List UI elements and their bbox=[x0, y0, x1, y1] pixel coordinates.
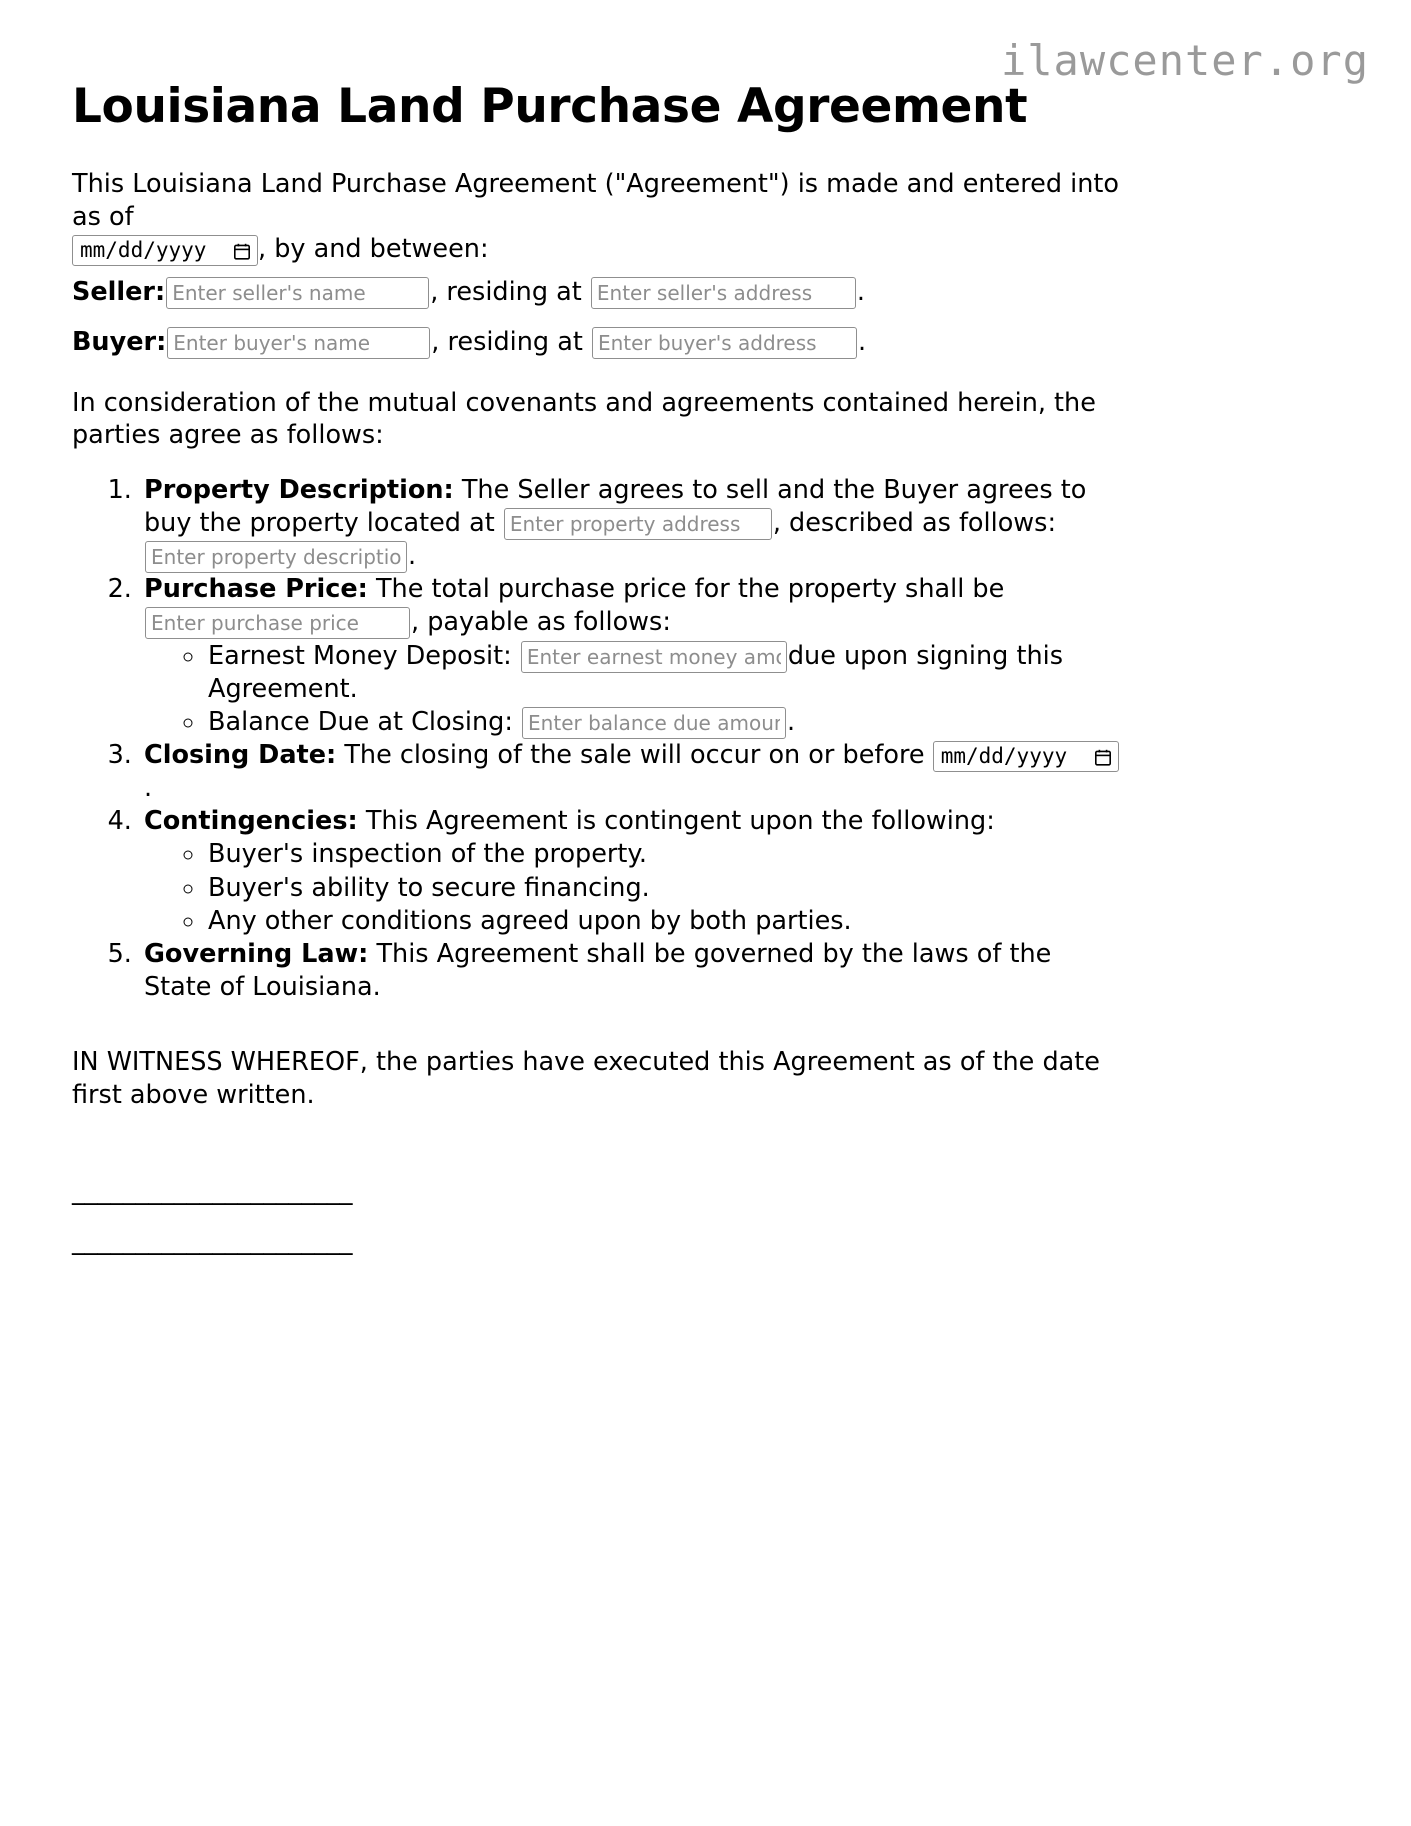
intro-text-after-date: , by and between: bbox=[258, 234, 489, 265]
closing-date-input[interactable] bbox=[933, 741, 1119, 772]
clause-purchase-price-text-2: , payable as follows: bbox=[411, 607, 671, 638]
clause-governing-law-heading: Governing Law: bbox=[144, 938, 369, 969]
balance-due-text-after: . bbox=[787, 706, 796, 737]
balance-due-input[interactable] bbox=[522, 707, 786, 739]
witness-paragraph: IN WITNESS WHEREOF, the parties have executed this Agreement as of the date first above written. bbox=[72, 1047, 1100, 1110]
closing-date-placeholder: mm/dd/yyyy bbox=[940, 744, 1068, 769]
list-item: ◦ Any other conditions agreed upon by both parties. bbox=[206, 905, 1122, 938]
list-item: ◦ Buyer's ability to secure financing. bbox=[206, 872, 1122, 905]
buyer-label: Buyer: bbox=[72, 326, 167, 357]
signature-block bbox=[72, 1167, 1122, 1266]
contingency-list bbox=[144, 838, 1122, 937]
clause-closing-date-text-1: The closing of the sale will occur on or before bbox=[344, 740, 925, 771]
clause-property-description-body bbox=[144, 474, 1122, 573]
clause-contingencies-text-1: This Agreement is contingent upon the following: bbox=[365, 806, 995, 837]
buyer-name-input[interactable] bbox=[167, 327, 430, 359]
earnest-money-input[interactable] bbox=[521, 641, 787, 673]
clause-list bbox=[72, 474, 1122, 1004]
payment-terms-list bbox=[144, 640, 1122, 739]
intro-text-before-date: This Louisiana Land Purchase Agreement ("Agreement") is made and entered into as of bbox=[72, 169, 1119, 232]
clause-purchase-price bbox=[140, 573, 1122, 739]
clause-closing-date bbox=[140, 739, 1122, 805]
seller-label: Seller: bbox=[72, 277, 166, 308]
signature-line-2: ______________________ bbox=[72, 1226, 353, 1257]
buyer-period: . bbox=[857, 326, 867, 357]
page-title: Louisiana Land Purchase Agreement bbox=[72, 79, 1028, 134]
clause-closing-date-text-2: . bbox=[144, 773, 153, 804]
buyer-address-input[interactable] bbox=[592, 327, 857, 359]
property-description-input[interactable] bbox=[145, 541, 407, 573]
seller-address-input[interactable] bbox=[591, 277, 856, 309]
clause-purchase-price-text-1: The total purchase price for the property shall be bbox=[375, 574, 1005, 605]
clause-contingencies-heading: Contingencies: bbox=[144, 806, 358, 837]
seller-period: . bbox=[856, 277, 865, 308]
clause-contingencies bbox=[140, 805, 1122, 938]
clause-property-description-text-3: . bbox=[408, 541, 417, 572]
payment-term-earnest-money bbox=[206, 640, 1122, 706]
clause-governing-law-body bbox=[144, 938, 1122, 1004]
purchase-price-input[interactable] bbox=[145, 607, 410, 639]
agreement-date-placeholder: mm/dd/yyyy bbox=[80, 238, 207, 263]
clause-property-description-heading: Property Description: bbox=[144, 474, 454, 505]
list-item: ◦ Buyer's inspection of the property. bbox=[206, 838, 1122, 871]
site-watermark: ilawcenter.org bbox=[1000, 36, 1369, 85]
intro-paragraph bbox=[72, 168, 1122, 266]
seller-name-input[interactable] bbox=[166, 277, 429, 309]
calendar-icon bbox=[1095, 748, 1111, 765]
clause-property-description bbox=[140, 474, 1122, 573]
balance-due-label: Balance Due at Closing: bbox=[208, 706, 513, 737]
clause-property-description-text-2: , described as follows: bbox=[772, 508, 1057, 539]
clause-closing-date-body bbox=[144, 739, 1122, 805]
clause-governing-law bbox=[140, 938, 1122, 1004]
clause-contingencies-body bbox=[144, 805, 1122, 838]
earnest-money-label: Earnest Money Deposit: bbox=[208, 640, 512, 671]
clause-property-description-text-1: The Seller agrees to sell and the Buyer agrees to buy the property located at bbox=[144, 474, 1087, 539]
buyer-row bbox=[72, 326, 1122, 359]
earnest-money-text-after: due upon signing this Agreement. bbox=[208, 640, 1063, 704]
clause-purchase-price-body bbox=[144, 573, 1122, 639]
calendar-icon bbox=[234, 242, 250, 259]
payment-term-balance-due bbox=[206, 706, 1122, 739]
consideration-paragraph: In consideration of the mutual covenants and agreements contained herein, the parties agree as follows: bbox=[72, 387, 1096, 451]
seller-row bbox=[72, 276, 1122, 309]
signature-line-1: ______________________ bbox=[72, 1176, 353, 1207]
seller-residing-text: , residing at bbox=[430, 277, 582, 308]
agreement-date-input[interactable] bbox=[72, 235, 258, 266]
clause-governing-law-text-1: This Agreement shall be governed by the laws of the State of Louisiana. bbox=[144, 938, 1052, 1003]
property-address-input[interactable] bbox=[504, 508, 772, 540]
buyer-residing-text: , residing at bbox=[431, 326, 583, 357]
clause-purchase-price-heading: Purchase Price: bbox=[144, 574, 368, 605]
clause-closing-date-heading: Closing Date: bbox=[144, 740, 337, 771]
document-content bbox=[72, 80, 1122, 1267]
